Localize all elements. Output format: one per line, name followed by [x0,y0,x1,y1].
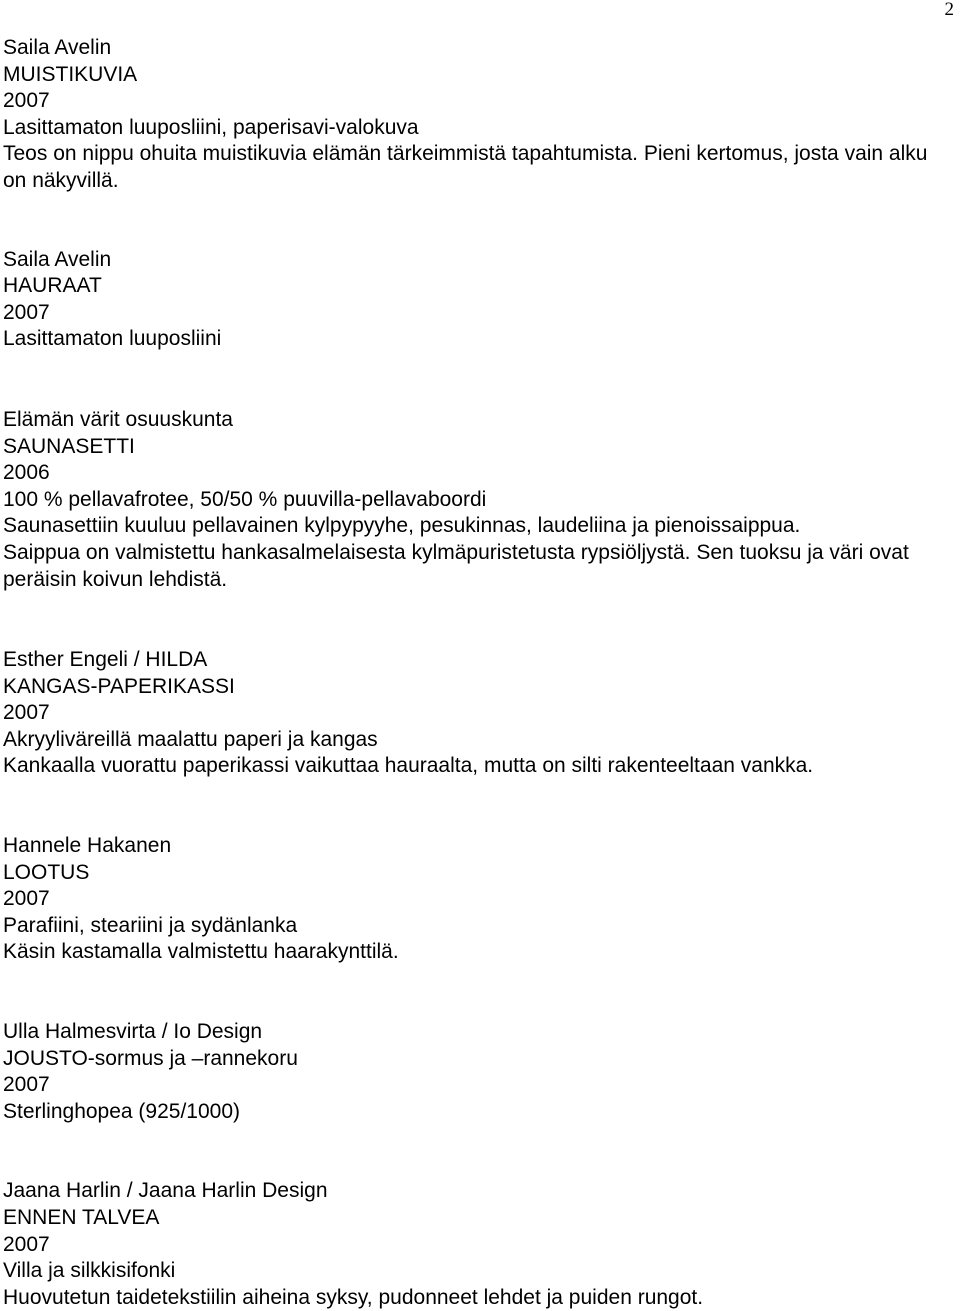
work-material: Lasittamaton luuposliini, paperisavi-valokuva [3,115,419,139]
catalog-entry-jousto [3,1019,955,1125]
work-description: Huovutetun taidetekstiilin aiheina syksy, pudonneet lehdet ja puiden rungot. [3,1285,704,1309]
artist-name: Saila Avelin [3,247,112,271]
work-title: JOUSTO-sormus ja –rannekoru [3,1046,298,1070]
work-year: 2007 [3,89,50,113]
catalog-entry-hauraat [3,247,955,353]
work-title: ENNEN TALVEA [3,1206,160,1229]
work-title: KANGAS-PAPERIKASSI [3,674,235,698]
work-title: MUISTIKUVIA [3,62,138,86]
page-number: 2 [944,0,954,20]
catalog-entry-muistikuvia [3,35,955,195]
work-description: Saippua on valmistettu hankasalmelaisesta kylmäpuristetusta rypsiöljystä. Sen tuoksu ja väri ovat peräisin koivun lehdistä. [3,540,909,591]
work-material: Parafiini, steariini ja sydänlanka [3,913,298,937]
work-title: HAURAAT [3,274,102,298]
artist-name: Jaana Harlin / Jaana Harlin Design [3,1179,328,1203]
work-year: 2007 [3,300,50,324]
work-material: Lasittamaton luuposliini [3,327,222,351]
work-description: Käsin kastamalla valmistettu haarakynttilä. [3,940,399,964]
artist-name: Elämän värit osuuskunta [3,407,233,431]
artist-name: Esther Engeli / HILDA [3,648,208,672]
catalog-entries [3,35,955,1311]
work-material: Sterlinghopea (925/1000) [3,1099,241,1123]
work-material: Akryyliväreillä maalattu paperi ja kangas [3,727,378,751]
work-year: 2007 [3,887,50,911]
work-year: 2007 [3,1073,50,1097]
artist-name: Saila Avelin [3,36,112,59]
work-description: Teos on nippu ohuita muistikuvia elämän tärkeimmistä tapahtumista. Pieni kertomus, josta vain alku on näkyvillä. [3,142,928,192]
work-material: 100 % pellavafrotee, 50/50 % puuvilla-pellavaboordi [3,487,487,511]
work-year: 2007 [3,1232,50,1256]
work-year: 2007 [3,701,50,725]
artist-name: Hannele Hakanen [3,834,172,858]
catalog-entry-ennen-talvea [3,1178,955,1311]
work-title: SAUNASETTI [3,434,135,458]
catalog-entry-saunasetti [3,407,955,593]
work-material: Villa ja silkkisifonki [3,1259,176,1283]
work-description: Saunasettiin kuuluu pellavainen kylpypyyhe, pesukinnas, laudeliina ja pienoissaippua. [3,514,801,538]
artist-name: Ulla Halmesvirta / Io Design [3,1020,263,1044]
catalog-entry-lootus [3,833,955,966]
work-description: Kankaalla vuorattu paperikassi vaikuttaa hauraalta, mutta on silti rakenteeltaan vankka. [3,754,814,778]
catalog-entry-kangas-paperikassi [3,647,955,780]
work-title: LOOTUS [3,860,90,884]
work-year: 2006 [3,461,50,485]
